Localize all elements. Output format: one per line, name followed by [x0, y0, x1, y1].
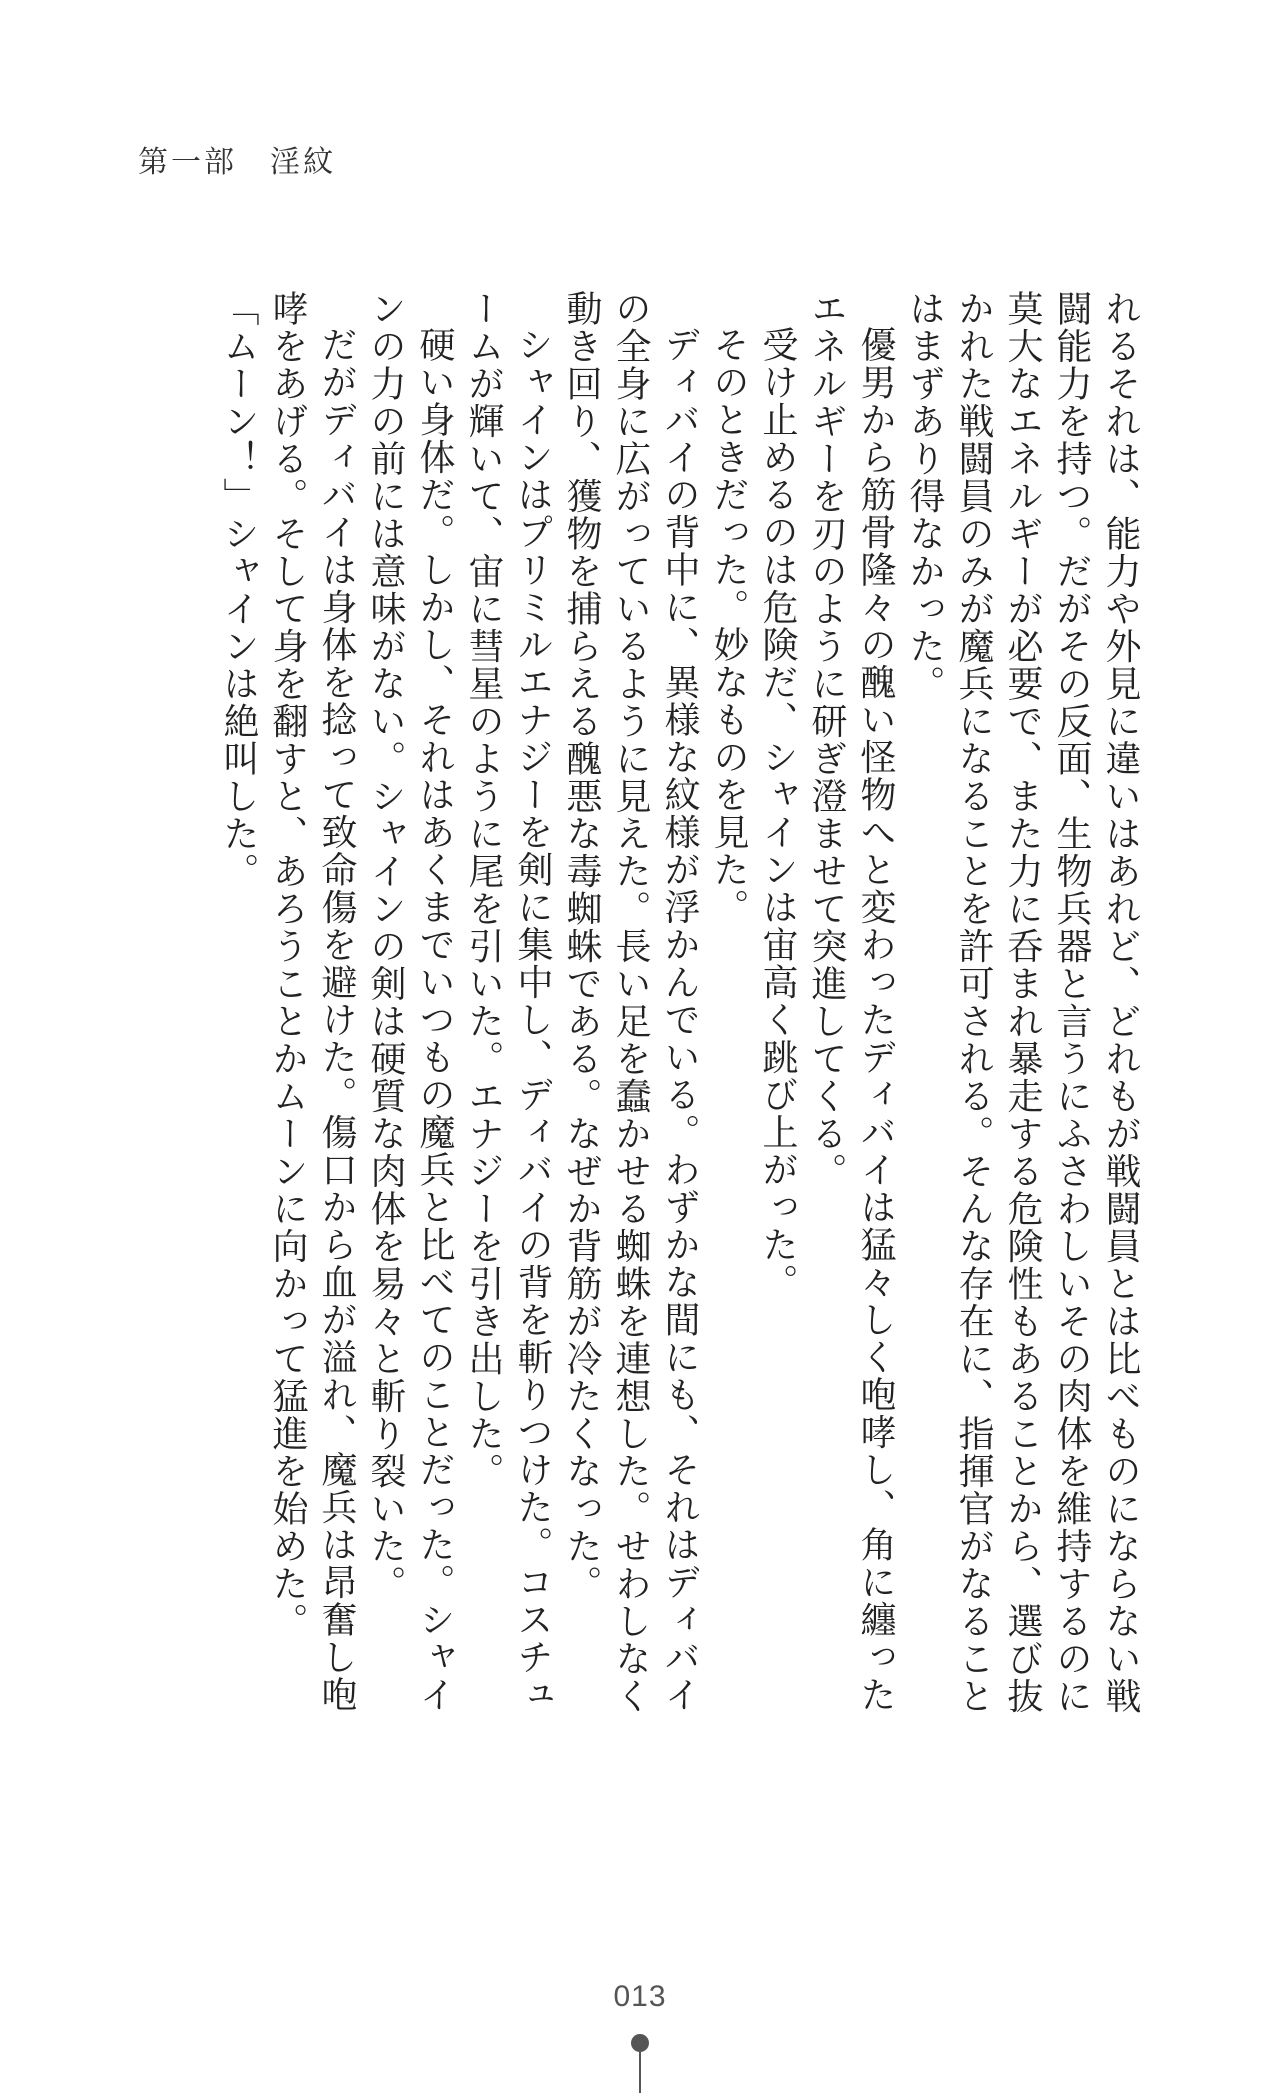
paragraph: だがディバイは身体を捻って致命傷を避けた。傷口から血が溢れ、魔兵は昂奮し咆哮をあげる。そして身を翻すと、あろうことかムーンに向かって猛進を始めた。: [267, 290, 357, 1714]
paragraph: 優男から筋骨隆々の醜い怪物へと変わったディバイは猛々しく咆哮し、角に纏ったエネルギーを刃のように研ぎ澄ませて突進してくる。: [806, 290, 896, 1714]
paragraph: ディバイの背中に、異様な紋様が浮かんでいる。わずかな間にも、それはディバイの全身に広がっているように見えた。長い足を蠢かせる蜘蛛を連想した。せわしなく動き回り、獲物を捕らえる醜悪な毒蜘蛛である。なぜか背筋が冷たくなった。: [561, 290, 700, 1715]
body-text: [214, 290, 1145, 1730]
paragraph: シャインはプリミルエナジーを剣に集中し、ディバイの背を斬りつけた。コスチュームが輝いて、宙に彗星のように尾を引いた。エナジーを引き出した。: [463, 290, 553, 1714]
paragraph: 硬い身体だ。しかし、それはあくまでいつもの魔兵と比べてのことだった。シャインの力の前には意味がない。シャインの剣は硬質な肉体を易々と斬り裂いた。: [365, 290, 455, 1714]
page-number: 013: [613, 1980, 667, 2013]
paragraph: 「ムーン！」シャインは絶叫した。: [218, 290, 259, 890]
paragraph: れるそれは、能力や外見に違いはあれど、どれもが戦闘員とは比べものにならない戦闘能力を持つ。だがその反面、生物兵器と言うにふさわしいその肉体を維持するのに莫大なエネルギーが必要で、また力に呑まれ暴走する危険性もあることから、選び抜かれた戦闘員のみが魔兵になることを許可される。そんな存在に、指揮官がなることはまずあり得なかった。: [904, 290, 1141, 1715]
paragraph: そのときだった。妙なものを見た。: [708, 326, 749, 926]
paragraph: 受け止めるのは危険だ、シャインは宙高く跳び上がった。: [757, 326, 798, 1301]
page-marker-line: [639, 2050, 641, 2093]
running-header: 第一部 淫紋: [138, 145, 336, 180]
